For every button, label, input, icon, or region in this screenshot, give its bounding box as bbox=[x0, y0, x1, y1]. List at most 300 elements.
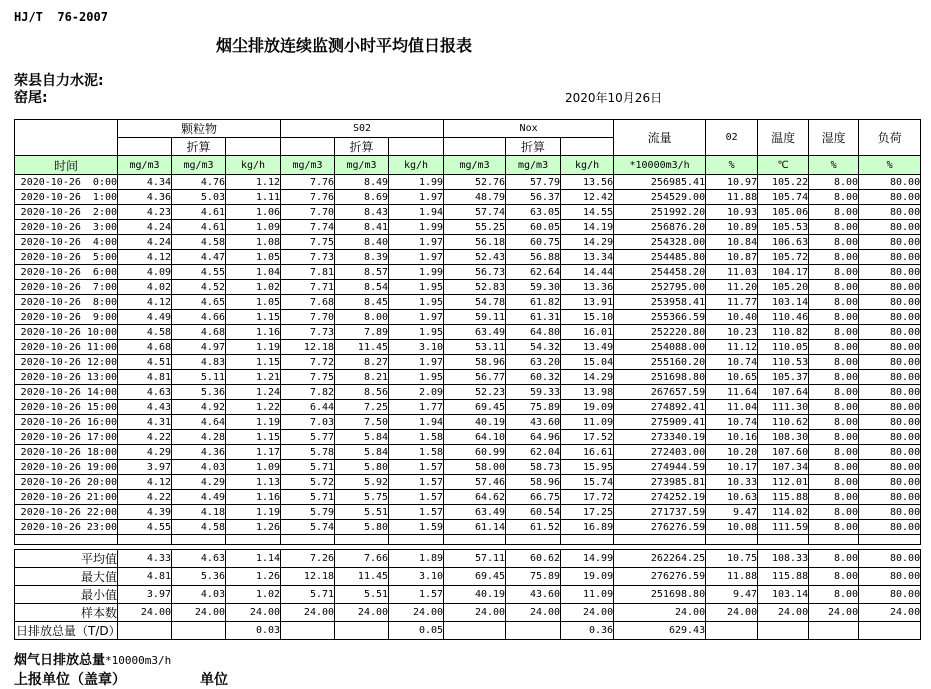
value-cell: 10.74 bbox=[706, 355, 758, 370]
value-cell: 80.00 bbox=[859, 475, 921, 490]
value-cell: 105.72 bbox=[758, 250, 809, 265]
value-cell: 110.62 bbox=[758, 415, 809, 430]
value-cell bbox=[706, 622, 758, 640]
value-cell: 8.56 bbox=[335, 385, 389, 400]
value-cell bbox=[172, 622, 226, 640]
value-cell: 11.64 bbox=[706, 385, 758, 400]
value-cell: 7.25 bbox=[335, 400, 389, 415]
value-cell: 1.57 bbox=[389, 490, 444, 505]
value-cell: 12.42 bbox=[561, 190, 614, 205]
data-row bbox=[15, 370, 921, 385]
value-cell: 54.32 bbox=[506, 340, 561, 355]
value-cell: 4.22 bbox=[118, 430, 172, 445]
data-row-label: 2020-10-26 3:00 bbox=[15, 220, 118, 235]
value-cell: 58.96 bbox=[444, 355, 506, 370]
value-cell: 7.82 bbox=[281, 385, 335, 400]
value-cell: 13.49 bbox=[561, 340, 614, 355]
value-cell: 4.29 bbox=[118, 445, 172, 460]
value-cell: 3.97 bbox=[118, 460, 172, 475]
value-cell: 274252.19 bbox=[614, 490, 706, 505]
value-cell: 11.20 bbox=[706, 280, 758, 295]
value-cell: 4.92 bbox=[172, 400, 226, 415]
value-cell: 24.00 bbox=[859, 604, 921, 622]
value-cell: 274892.41 bbox=[614, 400, 706, 415]
value-cell: 52.83 bbox=[444, 280, 506, 295]
value-cell: 8.00 bbox=[809, 190, 859, 205]
value-cell: 14.29 bbox=[561, 370, 614, 385]
value-cell: 111.30 bbox=[758, 400, 809, 415]
value-cell: 13.91 bbox=[561, 295, 614, 310]
value-cell: 5.84 bbox=[335, 430, 389, 445]
value-cell: 1.99 bbox=[389, 220, 444, 235]
location-name: 窑尾: bbox=[14, 90, 48, 106]
data-row bbox=[15, 205, 921, 220]
value-cell: 80.00 bbox=[859, 460, 921, 475]
value-cell: 9.47 bbox=[706, 586, 758, 604]
value-cell: 1.89 bbox=[389, 550, 444, 568]
value-cell: 1.24 bbox=[226, 385, 281, 400]
value-cell: 8.49 bbox=[335, 175, 389, 190]
value-cell: 69.45 bbox=[444, 568, 506, 586]
value-cell: 80.00 bbox=[859, 190, 921, 205]
data-row-label: 2020-10-26 4:00 bbox=[15, 235, 118, 250]
value-cell bbox=[335, 535, 389, 545]
value-cell: 11.03 bbox=[706, 265, 758, 280]
value-cell: 254485.80 bbox=[614, 250, 706, 265]
value-cell: 7.81 bbox=[281, 265, 335, 280]
value-cell: 59.11 bbox=[444, 310, 506, 325]
value-cell bbox=[281, 622, 335, 640]
value-cell: 13.36 bbox=[561, 280, 614, 295]
summary-row-label: 样本数 bbox=[15, 604, 118, 622]
data-row-label: 2020-10-26 13:00 bbox=[15, 370, 118, 385]
company-name: 荣县自力水泥: bbox=[14, 73, 104, 89]
value-cell: 4.52 bbox=[172, 280, 226, 295]
value-cell: 4.51 bbox=[118, 355, 172, 370]
value-cell: 80.00 bbox=[859, 568, 921, 586]
value-cell: 69.45 bbox=[444, 400, 506, 415]
value-cell: 1.99 bbox=[389, 175, 444, 190]
value-cell: 1.02 bbox=[226, 586, 281, 604]
value-cell: 80.00 bbox=[859, 400, 921, 415]
data-row bbox=[15, 235, 921, 250]
value-cell: 4.12 bbox=[118, 475, 172, 490]
data-row bbox=[15, 445, 921, 460]
value-cell: 7.68 bbox=[281, 295, 335, 310]
value-cell: 4.64 bbox=[172, 415, 226, 430]
value-cell bbox=[809, 622, 859, 640]
value-cell: 1.57 bbox=[389, 505, 444, 520]
value-cell: 1.97 bbox=[389, 250, 444, 265]
value-cell: 9.47 bbox=[706, 505, 758, 520]
value-cell: 267657.59 bbox=[614, 385, 706, 400]
value-cell: 4.61 bbox=[172, 220, 226, 235]
value-cell: 80.00 bbox=[859, 415, 921, 430]
value-cell: 1.99 bbox=[389, 265, 444, 280]
value-cell: 5.51 bbox=[335, 505, 389, 520]
value-cell: 7.50 bbox=[335, 415, 389, 430]
data-row-label: 2020-10-26 6:00 bbox=[15, 265, 118, 280]
value-cell: 4.03 bbox=[172, 460, 226, 475]
value-cell: 5.92 bbox=[335, 475, 389, 490]
value-cell: 64.10 bbox=[444, 430, 506, 445]
value-cell: 1.94 bbox=[389, 415, 444, 430]
units-header-row bbox=[15, 156, 921, 175]
value-cell: 10.97 bbox=[706, 175, 758, 190]
value-cell: 7.26 bbox=[281, 550, 335, 568]
value-cell: 10.16 bbox=[706, 430, 758, 445]
value-cell: 251992.20 bbox=[614, 205, 706, 220]
value-cell: 24.00 bbox=[444, 604, 506, 622]
value-cell bbox=[758, 622, 809, 640]
data-row bbox=[15, 355, 921, 370]
converted-label-so2: 折算 bbox=[335, 138, 389, 156]
value-cell: 105.20 bbox=[758, 280, 809, 295]
value-cell: 1.21 bbox=[226, 370, 281, 385]
data-row bbox=[15, 310, 921, 325]
value-cell: 24.00 bbox=[118, 604, 172, 622]
data-row bbox=[15, 295, 921, 310]
value-cell: 75.89 bbox=[506, 400, 561, 415]
value-cell: 1.04 bbox=[226, 265, 281, 280]
value-cell: 8.41 bbox=[335, 220, 389, 235]
value-cell: 56.18 bbox=[444, 235, 506, 250]
value-cell: 8.00 bbox=[809, 550, 859, 568]
data-row bbox=[15, 475, 921, 490]
data-row-label: 2020-10-26 11:00 bbox=[15, 340, 118, 355]
value-cell: 48.79 bbox=[444, 190, 506, 205]
value-cell: 64.62 bbox=[444, 490, 506, 505]
value-cell bbox=[281, 535, 335, 545]
value-cell: 1.59 bbox=[389, 520, 444, 535]
data-row bbox=[15, 325, 921, 340]
value-cell: 24.00 bbox=[809, 604, 859, 622]
group-load: 负荷 bbox=[859, 120, 921, 156]
unit-header: kg/h bbox=[226, 156, 281, 175]
value-cell: 56.73 bbox=[444, 265, 506, 280]
value-cell: 13.56 bbox=[561, 175, 614, 190]
data-row-label: 2020-10-26 15:00 bbox=[15, 400, 118, 415]
value-cell: 4.63 bbox=[172, 550, 226, 568]
value-cell: 4.63 bbox=[118, 385, 172, 400]
value-cell: 1.08 bbox=[226, 235, 281, 250]
value-cell: 1.95 bbox=[389, 295, 444, 310]
value-cell: 10.74 bbox=[706, 415, 758, 430]
value-cell bbox=[118, 535, 172, 545]
group-humidity: 湿度 bbox=[809, 120, 859, 156]
value-cell: 10.84 bbox=[706, 235, 758, 250]
value-cell: 253958.41 bbox=[614, 295, 706, 310]
group-so2: S02 bbox=[281, 120, 444, 138]
value-cell: 8.43 bbox=[335, 205, 389, 220]
value-cell: 5.36 bbox=[172, 385, 226, 400]
group-header-row bbox=[15, 120, 921, 138]
value-cell: 5.03 bbox=[172, 190, 226, 205]
value-cell: 12.18 bbox=[281, 340, 335, 355]
value-cell: 57.74 bbox=[444, 205, 506, 220]
value-cell: 80.00 bbox=[859, 385, 921, 400]
value-cell: 1.15 bbox=[226, 355, 281, 370]
value-cell: 19.09 bbox=[561, 568, 614, 586]
value-cell: 8.00 bbox=[809, 400, 859, 415]
data-row bbox=[15, 340, 921, 355]
value-cell: 80.00 bbox=[859, 586, 921, 604]
value-cell: 1.15 bbox=[226, 310, 281, 325]
daily-flue-gas-total-line bbox=[14, 649, 931, 668]
value-cell: 62.04 bbox=[506, 445, 561, 460]
value-cell: 115.88 bbox=[758, 568, 809, 586]
value-cell: 16.89 bbox=[561, 520, 614, 535]
value-cell: 8.69 bbox=[335, 190, 389, 205]
value-cell: 115.88 bbox=[758, 490, 809, 505]
value-cell: 112.01 bbox=[758, 475, 809, 490]
value-cell: 4.33 bbox=[118, 550, 172, 568]
value-cell bbox=[809, 535, 859, 545]
value-cell: 8.00 bbox=[809, 370, 859, 385]
time-header: 时间 bbox=[15, 156, 118, 175]
value-cell: 8.00 bbox=[809, 310, 859, 325]
value-cell: 10.17 bbox=[706, 460, 758, 475]
value-cell: 8.00 bbox=[809, 520, 859, 535]
value-cell: 8.00 bbox=[809, 280, 859, 295]
value-cell: 262264.25 bbox=[614, 550, 706, 568]
reporting-unit-label: 上报单位（盖章） bbox=[14, 672, 126, 688]
value-cell: 55.25 bbox=[444, 220, 506, 235]
group-nox: Nox bbox=[444, 120, 614, 138]
unit-header: % bbox=[859, 156, 921, 175]
value-cell: 108.33 bbox=[758, 550, 809, 568]
value-cell: 4.03 bbox=[172, 586, 226, 604]
value-cell: 4.58 bbox=[172, 235, 226, 250]
value-cell: 11.77 bbox=[706, 295, 758, 310]
value-cell: 1.58 bbox=[389, 430, 444, 445]
group-o2: 02 bbox=[706, 120, 758, 156]
value-cell: 80.00 bbox=[859, 220, 921, 235]
value-cell: 80.00 bbox=[859, 340, 921, 355]
summary-row-label: 最小值 bbox=[15, 586, 118, 604]
value-cell: 80.00 bbox=[859, 235, 921, 250]
value-cell bbox=[506, 535, 561, 545]
value-cell: 3.10 bbox=[389, 340, 444, 355]
value-cell: 107.34 bbox=[758, 460, 809, 475]
value-cell: 60.75 bbox=[506, 235, 561, 250]
value-cell bbox=[614, 535, 706, 545]
unit-header: mg/m3 bbox=[444, 156, 506, 175]
unit-header: mg/m3 bbox=[281, 156, 335, 175]
value-cell: 80.00 bbox=[859, 175, 921, 190]
value-cell: 104.17 bbox=[758, 265, 809, 280]
value-cell: 80.00 bbox=[859, 205, 921, 220]
value-cell: 8.00 bbox=[809, 175, 859, 190]
value-cell: 273985.81 bbox=[614, 475, 706, 490]
empty-cell bbox=[389, 138, 444, 156]
value-cell: 1.26 bbox=[226, 520, 281, 535]
empty-cell bbox=[281, 138, 335, 156]
value-cell: 1.16 bbox=[226, 490, 281, 505]
standard-code: HJ/T 76-2007 bbox=[14, 10, 108, 24]
data-row-label: 2020-10-26 21:00 bbox=[15, 490, 118, 505]
value-cell: 1.57 bbox=[389, 586, 444, 604]
data-row-label: 2020-10-26 10:00 bbox=[15, 325, 118, 340]
data-row-label: 2020-10-26 17:00 bbox=[15, 430, 118, 445]
empty-cell bbox=[561, 138, 614, 156]
value-cell: 10.87 bbox=[706, 250, 758, 265]
value-cell: 58.96 bbox=[506, 475, 561, 490]
value-cell: 4.65 bbox=[172, 295, 226, 310]
value-cell: 8.00 bbox=[809, 568, 859, 586]
summary-row bbox=[15, 622, 921, 640]
data-row bbox=[15, 190, 921, 205]
separator-row bbox=[15, 535, 921, 545]
data-row-label: 2020-10-26 9:00 bbox=[15, 310, 118, 325]
unit-header: kg/h bbox=[389, 156, 444, 175]
data-row bbox=[15, 400, 921, 415]
value-cell: 5.84 bbox=[335, 445, 389, 460]
data-row-label: 2020-10-26 20:00 bbox=[15, 475, 118, 490]
value-cell: 66.75 bbox=[506, 490, 561, 505]
value-cell: 254529.00 bbox=[614, 190, 706, 205]
value-cell bbox=[226, 535, 281, 545]
value-cell: 252220.80 bbox=[614, 325, 706, 340]
value-cell: 14.19 bbox=[561, 220, 614, 235]
value-cell: 11.88 bbox=[706, 568, 758, 586]
value-cell: 256985.41 bbox=[614, 175, 706, 190]
value-cell: 6.44 bbox=[281, 400, 335, 415]
value-cell: 52.43 bbox=[444, 250, 506, 265]
separator-row-label bbox=[15, 535, 118, 545]
value-cell: 4.97 bbox=[172, 340, 226, 355]
value-cell: 4.61 bbox=[172, 205, 226, 220]
value-cell: 254458.20 bbox=[614, 265, 706, 280]
value-cell: 8.57 bbox=[335, 265, 389, 280]
value-cell: 10.93 bbox=[706, 205, 758, 220]
value-cell: 11.45 bbox=[335, 340, 389, 355]
value-cell: 8.00 bbox=[809, 385, 859, 400]
value-cell: 273340.19 bbox=[614, 430, 706, 445]
value-cell: 80.00 bbox=[859, 550, 921, 568]
value-cell bbox=[859, 535, 921, 545]
value-cell: 8.21 bbox=[335, 370, 389, 385]
unit-header: mg/m3 bbox=[172, 156, 226, 175]
value-cell: 1.95 bbox=[389, 280, 444, 295]
unit-header: % bbox=[706, 156, 758, 175]
value-cell: 24.00 bbox=[226, 604, 281, 622]
data-row-label: 2020-10-26 8:00 bbox=[15, 295, 118, 310]
value-cell: 7.66 bbox=[335, 550, 389, 568]
value-cell bbox=[335, 622, 389, 640]
value-cell bbox=[444, 535, 506, 545]
value-cell: 60.99 bbox=[444, 445, 506, 460]
value-cell: 10.08 bbox=[706, 520, 758, 535]
value-cell: 5.75 bbox=[335, 490, 389, 505]
value-cell: 4.68 bbox=[172, 325, 226, 340]
value-cell: 8.27 bbox=[335, 355, 389, 370]
value-cell: 8.39 bbox=[335, 250, 389, 265]
value-cell: 80.00 bbox=[859, 310, 921, 325]
value-cell: 8.45 bbox=[335, 295, 389, 310]
value-cell: 64.96 bbox=[506, 430, 561, 445]
value-cell: 103.14 bbox=[758, 295, 809, 310]
converted-label-nox: 折算 bbox=[506, 138, 561, 156]
value-cell: 1.94 bbox=[389, 205, 444, 220]
value-cell: 4.18 bbox=[172, 505, 226, 520]
value-cell: 4.68 bbox=[118, 340, 172, 355]
value-cell: 107.64 bbox=[758, 385, 809, 400]
value-cell: 56.77 bbox=[444, 370, 506, 385]
data-row-label: 2020-10-26 7:00 bbox=[15, 280, 118, 295]
value-cell: 8.00 bbox=[809, 445, 859, 460]
value-cell: 54.78 bbox=[444, 295, 506, 310]
value-cell: 11.12 bbox=[706, 340, 758, 355]
value-cell: 1.02 bbox=[226, 280, 281, 295]
value-cell: 10.75 bbox=[706, 550, 758, 568]
unit-header: mg/m3 bbox=[335, 156, 389, 175]
data-row bbox=[15, 430, 921, 445]
value-cell: 7.76 bbox=[281, 175, 335, 190]
value-cell: 105.37 bbox=[758, 370, 809, 385]
data-row bbox=[15, 385, 921, 400]
value-cell: 8.00 bbox=[809, 220, 859, 235]
value-cell: 1.17 bbox=[226, 445, 281, 460]
value-cell: 58.73 bbox=[506, 460, 561, 475]
value-cell: 11.09 bbox=[561, 415, 614, 430]
value-cell: 7.73 bbox=[281, 325, 335, 340]
value-cell: 10.40 bbox=[706, 310, 758, 325]
value-cell: 5.71 bbox=[281, 460, 335, 475]
unit-header: ℃ bbox=[758, 156, 809, 175]
value-cell: 5.11 bbox=[172, 370, 226, 385]
value-cell: 7.03 bbox=[281, 415, 335, 430]
value-cell: 13.98 bbox=[561, 385, 614, 400]
value-cell: 114.02 bbox=[758, 505, 809, 520]
value-cell: 5.80 bbox=[335, 460, 389, 475]
value-cell: 7.73 bbox=[281, 250, 335, 265]
value-cell: 254328.00 bbox=[614, 235, 706, 250]
data-row-label: 2020-10-26 1:00 bbox=[15, 190, 118, 205]
value-cell: 56.37 bbox=[506, 190, 561, 205]
value-cell: 1.57 bbox=[389, 460, 444, 475]
value-cell: 60.32 bbox=[506, 370, 561, 385]
value-cell: 8.00 bbox=[809, 475, 859, 490]
value-cell: 17.52 bbox=[561, 430, 614, 445]
report-unit-line bbox=[14, 669, 931, 687]
value-cell: 0.36 bbox=[561, 622, 614, 640]
unit-header: kg/h bbox=[561, 156, 614, 175]
value-cell: 1.09 bbox=[226, 460, 281, 475]
value-cell: 24.00 bbox=[506, 604, 561, 622]
value-cell: 4.66 bbox=[172, 310, 226, 325]
data-row-label: 2020-10-26 5:00 bbox=[15, 250, 118, 265]
summary-row bbox=[15, 604, 921, 622]
value-cell: 4.36 bbox=[172, 445, 226, 460]
data-row bbox=[15, 175, 921, 190]
value-cell: 75.89 bbox=[506, 568, 561, 586]
value-cell: 52.23 bbox=[444, 385, 506, 400]
value-cell: 105.53 bbox=[758, 220, 809, 235]
value-cell: 1.15 bbox=[226, 430, 281, 445]
value-cell: 1.09 bbox=[226, 220, 281, 235]
value-cell: 10.89 bbox=[706, 220, 758, 235]
summary-row-label: 日排放总量（T/D） bbox=[15, 622, 118, 640]
value-cell: 64.80 bbox=[506, 325, 561, 340]
value-cell: 276276.59 bbox=[614, 568, 706, 586]
value-cell: 7.72 bbox=[281, 355, 335, 370]
value-cell: 1.58 bbox=[389, 445, 444, 460]
value-cell: 56.88 bbox=[506, 250, 561, 265]
value-cell: 4.09 bbox=[118, 265, 172, 280]
value-cell: 43.60 bbox=[506, 586, 561, 604]
value-cell: 12.18 bbox=[281, 568, 335, 586]
